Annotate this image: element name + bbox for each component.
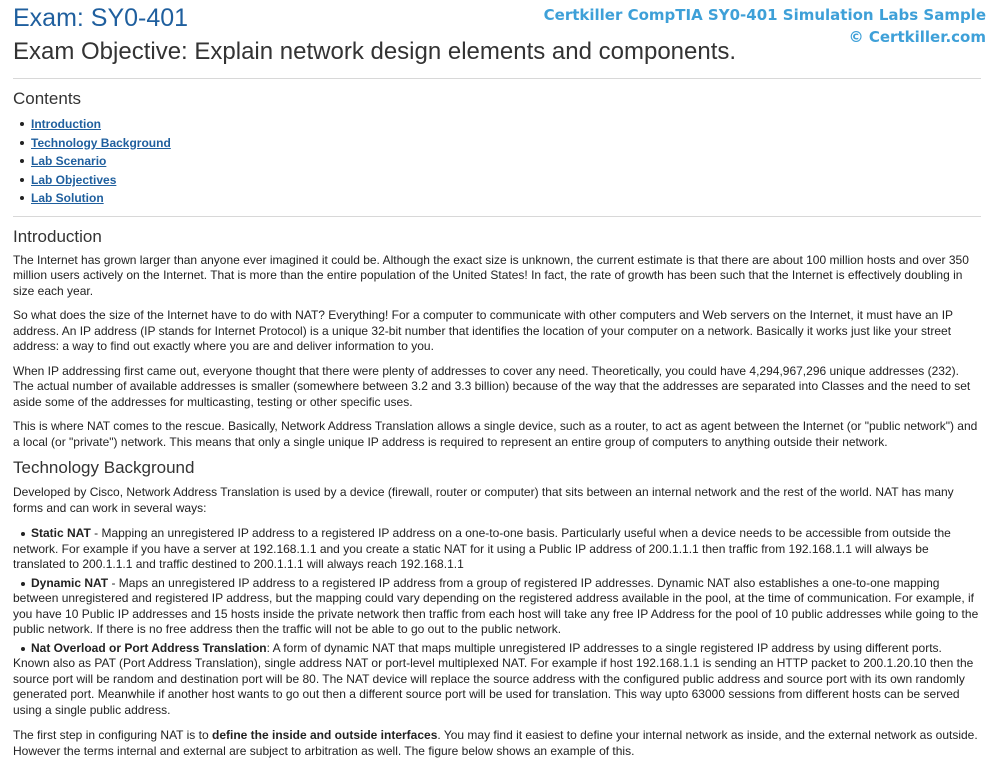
watermark-line-2: © Certkiller.com xyxy=(848,28,986,46)
intro-paragraph: This is where NAT comes to the rescue. Basically, Network Address Translation allows a single device, such as a router, to act as agent between the Internet (or "public network") and a local (or "private") network. This means that only a single unique IP address is required to represent an entire group of computers to anything outside their network. xyxy=(13,419,978,449)
watermark-line-1: Certkiller CompTIA SY0-401 Simulation Labs Sample xyxy=(543,6,986,24)
item-text: - Mapping an unregistered IP address to a registered IP address on a one-to-one basis. Particularly useful when a device needs to be accessible from outside the network. For example if you have a server at 192.168.1.1 and you create a static NAT for it using a Public IP address of 200.1.1.1 then traffic from 192.168.1.1 will always be translated to 200.1.1.1 and traffic destined to 200.1.1.1 will always reach 192.168.1.1 xyxy=(13,526,951,572)
closing-text: The first step in configuring NAT is to xyxy=(13,728,212,743)
toc-link-lab-scenario[interactable]: Lab Scenario xyxy=(31,154,107,169)
nat-types-list xyxy=(13,526,981,718)
technology-heading: Technology Background xyxy=(13,458,195,478)
toc-link-lab-solution[interactable]: Lab Solution xyxy=(31,191,104,206)
exam-objective: Exam Objective: Explain network design elements and components. xyxy=(13,38,737,65)
toc-item xyxy=(13,189,981,208)
intro-paragraph: So what does the size of the Internet have to do with NAT? Everything! For a computer to communicate with other computers and Web servers on the Internet, it must have an IP address. An IP address (IP stands for Internet Protocol) is a unique 32-bit number that identifies the location of your computer on a network. Basically it works just like your street address: a way to find out exactly where you are and deliver information to you. xyxy=(13,308,953,354)
introduction-heading: Introduction xyxy=(13,226,102,246)
item-term: Dynamic NAT xyxy=(31,575,109,590)
toc-item xyxy=(13,152,981,171)
toc-item xyxy=(13,115,981,134)
item-term: Nat Overload or Port Address Translation xyxy=(31,640,267,655)
toc-link-lab-objectives[interactable]: Lab Objectives xyxy=(31,172,117,187)
exam-title: Exam: SY0-401 xyxy=(13,4,189,32)
toc-item xyxy=(13,134,981,153)
intro-paragraph: The Internet has grown larger than anyone ever imagined it could be. Although the exact size is unknown, the current estimate is that there are about 100 million hosts and over 350 million users actively on the Internet. That is more than the entire population of the United States! In fact, the rate of growth has been such that the Internet is effectively doubling in size each year. xyxy=(13,252,969,298)
intro-paragraph: When IP addressing first came out, everyone thought that there were plenty of addresses to cover any need. Theoretically, you could have 4,294,967,296 unique addresses (232). The actual number of available addresses is smaller (somewhere between 3.2 and 3.3 billion) because of the way that the addresses are separated into Classes and the need to set aside some of the addresses for multicasting, testing or other specific uses. xyxy=(13,363,971,409)
technology-intro: Developed by Cisco, Network Address Translation is used by a device (firewall, router or computer) that sits between an internal network and the rest of the world. NAT has many forms and can work in several ways: xyxy=(13,485,954,515)
list-item xyxy=(13,641,981,719)
toc-link-introduction[interactable]: Introduction xyxy=(31,117,101,131)
divider xyxy=(13,78,981,79)
list-item xyxy=(13,576,981,638)
divider xyxy=(13,216,981,217)
item-text: - Maps an unregistered IP address to a registered IP address from a group of registered IP addresses. Dynamic NAT also establishes a one-to-one mapping between unregistered and registered IP address, but the mapping could vary depending on the registered address available in the pool, at the time of communication. For example, if you have 10 Public IP addresses and 15 hosts inside the private network then traffic from each host will take any free IP Address for the pool of 10 public addresses while going to the public network. If there is no free address then the traffic will not be able to go out to the public network. xyxy=(13,575,979,637)
table-of-contents xyxy=(13,115,981,208)
contents-heading: Contents xyxy=(13,89,82,108)
toc-item xyxy=(13,171,981,190)
closing-bold: define the inside and outside interfaces xyxy=(211,728,438,743)
item-text: : A form of dynamic NAT that maps multiple unregistered IP addresses to a single registered IP address by using different ports. Known also as PAT (Port Address Translation), single address NAT or port-level multiplexed NAT. For example if host 192.168.1.1 is sending an HTTP packet to 200.1.20.10 then the source port will be random and destination port will be 80. The NAT device will replace the source address with the configured public address and source port with its own randomly generated port. Meanwhile if another host wants to go out then a different source port will be used for translation. This way upto 63000 sessions from different hosts can be served using a single public address. xyxy=(13,640,974,717)
closing-paragraph xyxy=(13,728,981,759)
toc-link-technology-background[interactable]: Technology Background xyxy=(31,135,171,150)
document xyxy=(13,0,981,759)
list-item xyxy=(13,526,981,573)
closing-text: . You may find it easiest to define your internal network as inside, and the external network as outside. However the terms internal and external are subject to arbitration as well. The figure below shows an example of this. xyxy=(13,728,978,758)
item-term: Static NAT xyxy=(31,526,91,541)
